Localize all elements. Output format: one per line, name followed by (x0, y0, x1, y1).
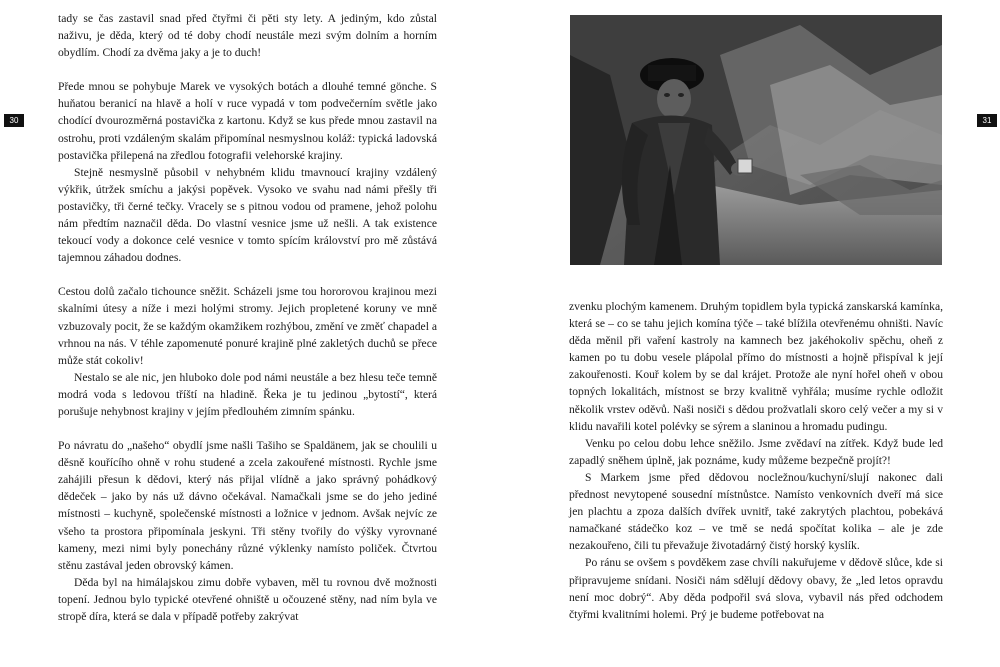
photo-old-man-with-cup (570, 15, 942, 265)
left-text-column (58, 10, 437, 625)
paragraph: Po návratu do „našeho“ obydlí jsme našli Tašiho se Spaldänem, jak se choulili u děsně kouřícího ohně v rohu studené a zcela zakouřené místnosti. Rychle jsme zahájili přesun k dědovi, který nás přijal vlídně a jako správný pohádkový dědeček – jako by nás už dávno očekával. Namačkali jsme se do jeho jediné místnosti – kuchyně, společenské místnosti a ložnice v jednom. Avšak nejvíc ze všeho ta prostora připomínala jeskyni. Tři stěny tvořily do výšky vyrovnané kameny, mezi nimi byly ponechány různé výklenky namísto poliček. Čtvrtou stěnu zastával jeden obrovský kámen. (58, 439, 437, 572)
paragraph-spacer (58, 420, 437, 437)
paragraph: S Markem jsme před dědovou nocležnou/kuchyní/slují nakonec dali přednost nevytopené sousední místnůstce. Namísto venkovních dveří má sice jen plachtu a zpoza dalších dvířek uvnitř, také zakrytých plachtou, pobekává namačkané stádečko koz – ve tmě se nedá spočítat kolika – ale je zde nezakouřeno, čili tu převažuje životadárný čistý horský kyslík. (569, 470, 943, 553)
paragraph: Venku po celou dobu lehce sněžilo. Jsme zvědaví na zítřek. Když bude led zapadlý sněhem úplně, jak poznáme, kudy můžeme bezpečně projít?! (569, 436, 943, 467)
paragraph: Stejně nesmyslně působil v nehybném klidu tmavnoucí krajiny vzdálený výkřik, útržek smíchu a jakýsi popěvek. Vysoko ve svahu nad námi přešly tři postavičky, tři černé tečky. Vracely se s pitnou vodou od pramene, jehož polohu nám předtím naznačil děda. Do vlastní vesnice jsme už nešli. A tak existence tekoucí vody a dokonce celé vesnice v tomto spícím království pro mě zůstává tajemnou záhadou dodnes. (58, 165, 437, 265)
right-text-column (569, 298, 943, 623)
page-number-left: 30 (4, 114, 24, 127)
right-page (500, 0, 1000, 667)
paragraph-spacer (58, 266, 437, 283)
paragraph-spacer (58, 61, 437, 78)
paragraph: Po ránu se ovšem s povděkem zase chvíli nakuřujeme v dědově slůce, kde si připravujeme snídani. Nosiči nám sdělují dědovy obavy, že „led letos opravdu není moc dobrý“. Aby děda podpořil svá slova, vybavil nás před odchodem čtyřmi kvalitními holemi. Prý je budeme potřebovat na (569, 556, 943, 621)
paragraph: zvenku plochým kamenem. Druhým topidlem byla typická zanskarská kamínka, která se – co se tahu jejich komína týče – také blížila otevřenému ohništi. Navíc děda měnil při vaření kastroly na kamnech bez jakéhokoliv spěchu, oheň z kamen po tu dobu vesele plápolal přímo do místnosti a hojně přispíval k její zakouřenosti. Kouř kolem by se dal krájet. Protože ale nyní hořel oheň v obou topných lokalitách, místnost se brzy kvalitně vyhřála; musíme rychle odložit několik vrstev oděvů. Naši nosiči s dědou prožvatlali skoro celý večer a my si v klidu navařili kotel polévky se sýrem a slaninou a hromadu pudingu. (569, 300, 943, 433)
paragraph: Přede mnou se pohybuje Marek ve vysokých botách a dlouhé temné gönche. S huňatou beranicí na hlavě a holí v ruce vypadá v tom podvečerním světle jako chodící dvourozměrná postavička z kartonu. Když se kus přede mnou zastavil na ostrohu, proti vzdáleným skalám připomínal nesmyslnou koláž: typická ladovská postavička přilepená na zředlou fotografii velehorské krajiny. (58, 80, 437, 162)
page-number-right: 31 (977, 114, 997, 127)
paragraph: Cestou dolů začalo tichounce sněžit. Scházeli jsme tou hororovou krajinou mezi skalními útesy a níže i mezi holými stromy. Jejich propletené koruny ve mně vzbuzovaly pocit, že se každým okamžikem rozhýbou, změní ve změť chapadel a vrhnou na nás. V téhle zapomenuté ponuré krajině plné zakletých duchů se přece může stát cokoliv! (58, 285, 437, 367)
paragraph: Děda byl na himálajskou zimu dobře vybaven, měl tu rovnou dvě možnosti topení. Jednou bylo typické otevřené ohniště u očouzené stěny, nad ním byla ve stropě díra, která se dala v případě potřeby zakrývat (58, 575, 437, 623)
paragraph: Nestalo se ale nic, jen hluboko dole pod námi neustále a bez hlesu teče temně modrá voda s ledovou tříští na hladině. Řeka je tu jedinou „bytostí“, která porušuje nehybnost krajiny v jejím předlouhém zimním spánku. (58, 370, 437, 418)
paragraph: tady se čas zastavil snad před čtyřmi či pěti sty lety. A jediným, kdo zůstal naživu, je děda, který od té doby chodí neustále mezi svým dolním a horním obydlím. Chodí za dvěma jaky a je to duch! (58, 12, 437, 60)
